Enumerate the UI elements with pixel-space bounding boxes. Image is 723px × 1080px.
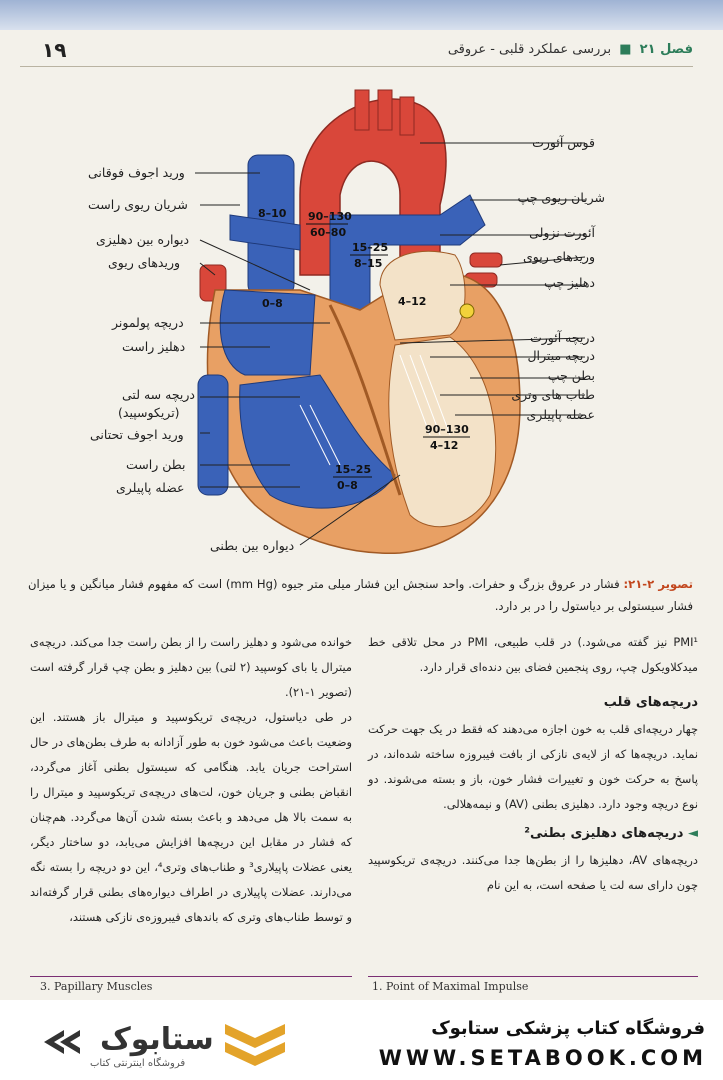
aorta-branch-1 <box>355 90 369 130</box>
label-descending-aorta: آئورت نزولی <box>529 225 595 240</box>
shop-url-link[interactable]: WWW.SETABOOK.COM <box>378 1046 707 1070</box>
pressure-rv-top: 15–25 <box>335 463 372 476</box>
label-tricuspid-paren: (تریکوسپید) <box>118 405 180 420</box>
label-inferior-vena-cava: ورید اجوف تحتانی <box>90 427 184 442</box>
label-right-atrium: دهلیز راست <box>122 339 186 354</box>
figure-caption <box>28 573 693 617</box>
aorta-branch-2 <box>378 90 392 130</box>
label-aortic-arch: قوس آئورت <box>532 135 595 150</box>
setabook-logo[interactable] <box>30 1010 290 1074</box>
store-banner <box>0 1000 723 1080</box>
pressure-aorta-top: 90–130 <box>308 210 352 223</box>
label-papillary-muscle-left: عضله پاپیلری <box>116 480 185 495</box>
footnote-left: 3. Papillary Muscles <box>40 980 153 993</box>
page-header <box>20 36 693 67</box>
label-aortic-valve: دریچه آئورت <box>529 330 595 345</box>
section-heading-heart-valves: دریچه‌های قلب <box>603 695 698 710</box>
logo-tagline: فروشگاه اینترنتی کتاب <box>90 1058 186 1069</box>
footnote-rule-left <box>30 976 352 977</box>
square-bullet-icon: ■ <box>619 42 632 57</box>
shop-title: فروشگاه کتاب پزشکی ستابوک <box>431 1018 705 1039</box>
footnote-right: 1. Point of Maximal Impulse <box>372 980 529 993</box>
page-number: ۱۹ <box>42 38 67 62</box>
section-heading-text: دریچه‌های دهلیزی بطنی² <box>524 826 684 841</box>
label-right-pulmonary-artery: شریان ریوی راست <box>88 197 188 212</box>
pressure-lv-bottom: 4–12 <box>430 439 459 452</box>
chapter-heading <box>448 42 693 57</box>
paragraph: چهار دریچه‌ای قلب به خون اجازه می‌دهند که فقط در یک جهت حرکت نماید. دریچه‌ها که از لایه‌ی نازکی از بافت فیبروزه ساخته شده‌اند، در پاسخ به حرکت خون و تغییرات فشار خون، باز و بسته می‌شوند. دو نوع دریچه وجود دارد. دهلیزی بطنی (AV) و نیمه‌هلالی. <box>368 722 698 811</box>
label-mitral-valve: دریچه میترال <box>527 348 595 363</box>
paragraph: دریچه‌های AV، دهلیزها را از بطن‌ها جدا می‌کنند. دریچه‌ی تریکوسپید چون دارای سه لت یا صفحه است، به این نام <box>368 853 699 892</box>
heart-diagram <box>0 75 723 575</box>
pressure-la: 4–12 <box>398 295 427 308</box>
aorta-branch-3 <box>400 97 414 135</box>
text-column-right <box>368 630 698 898</box>
label-papillary-muscle-right: عضله پاپیلری <box>526 407 595 422</box>
heart-illustration <box>0 75 723 575</box>
label-right-ventricle: بطن راست <box>126 457 186 472</box>
pressure-pa: 8–10 <box>258 207 287 220</box>
label-pulmonic-valve: دریچه پولمونر <box>112 315 184 330</box>
caption-text: فشار در عروق بزرگ و حفرات. واحد سنجش این فشار میلی متر جیوه (mm Hg) است که مفهوم فشار میانگین و یا میزان فشار سیستولی بر دیاستول را در بر دارد. <box>28 577 693 613</box>
label-chordae-tendineae: طناب های وتری <box>511 387 595 402</box>
inferior-vena-cava <box>198 375 228 495</box>
top-edge-band <box>0 0 723 30</box>
paragraph: PMI¹ نیز گفته می‌شود.) در قلب طبیعی، PMI در محل تلاقی خط میدکلاویکول چپ، روی پنجمین فضای بین دنده‌ای قرار دارد. <box>368 635 698 674</box>
pulmonary-vein-left-1 <box>470 253 502 267</box>
label-left-pulmonary-artery: شریان ریوی چپ <box>517 190 605 205</box>
pressure-lv-top: 90–130 <box>425 423 469 436</box>
label-superior-vena-cava: ورید اجوف فوقانی <box>88 165 185 180</box>
chapter-title: بررسی عملکرد قلبی - عروقی <box>447 42 612 57</box>
label-left-atrium: دهلیز چپ <box>544 275 595 290</box>
text-column-left <box>30 630 352 930</box>
label-interventricular-septum: دیواره بین بطنی <box>210 538 295 553</box>
paragraph: خوانده می‌شود و دهلیز راست را از بطن راست جدا می‌کند. دریچه‌ی میترال یا بای کوسپید (۲ لتی) بین دهلیز و بطن چپ قرار گرفته است (تصویر ۱-۲۱). <box>30 635 352 699</box>
triangle-bullet-icon: ◄ <box>683 826 698 841</box>
label-interatrial-septum: دیواره بین دهلیزی <box>96 232 190 247</box>
chapter-label: فصل ۲۱ <box>639 42 693 57</box>
pressure-aorta-bottom: 60–80 <box>310 226 347 239</box>
footnote-rule-right <box>368 976 698 977</box>
paragraph: در طی دیاستول، دریچه‌ی تریکوسپید و میترال باز هستند. این وضعیت باعث می‌شود خون به طور آزادانه به طرف بطن‌های در حال استراحت جریان یابد. هنگامی که سیستول بطنی آغاز می‌گردد، انقباض بطنی و جریان خون، لت‌های دریچه‌ی تریکوسپید و میترال را به سمت بالا هل می‌دهد و باعث بسته شدن آن‌ها می‌گردد. هم‌چنان که فشار در مقابل این دریچه‌ها افزایش می‌یابد، دو ساختار دیگر، یعنی عضلات پاپیلاری³ و طناب‌های وتری⁴، این دو دریچه را بسته نگه می‌دارند. عضلات پاپیلاری در اطراف دیواره‌های بطنی قرار گرفته‌اند و توسط طناب‌های وتری که باندهای فیبروزه‌ی نازکی هستند، <box>30 710 353 924</box>
logo-wordmark: ستابوک <box>100 1022 214 1057</box>
gold-chevron-icon <box>220 1016 290 1072</box>
label-left-ventricle: بطن چپ <box>547 368 595 383</box>
aortic-valve-ring <box>460 304 474 318</box>
label-pulmonary-veins-left: وریدهای ریوی <box>108 255 181 270</box>
label-pulmonary-veins-right: وریدهای ریوی <box>522 249 595 264</box>
pressure-rv-bottom: 0–8 <box>337 479 358 492</box>
section-heading-av-valves <box>368 821 698 846</box>
pressure-pulm-bottom: 8–15 <box>354 257 383 270</box>
caption-figure-number: تصویر ۲-۲۱: <box>623 577 693 591</box>
label-tricuspid-valve: دریچه سه لتی <box>122 387 195 402</box>
pressure-ra: 0–8 <box>262 297 283 310</box>
pressure-pulm-top: 15–25 <box>352 241 389 254</box>
